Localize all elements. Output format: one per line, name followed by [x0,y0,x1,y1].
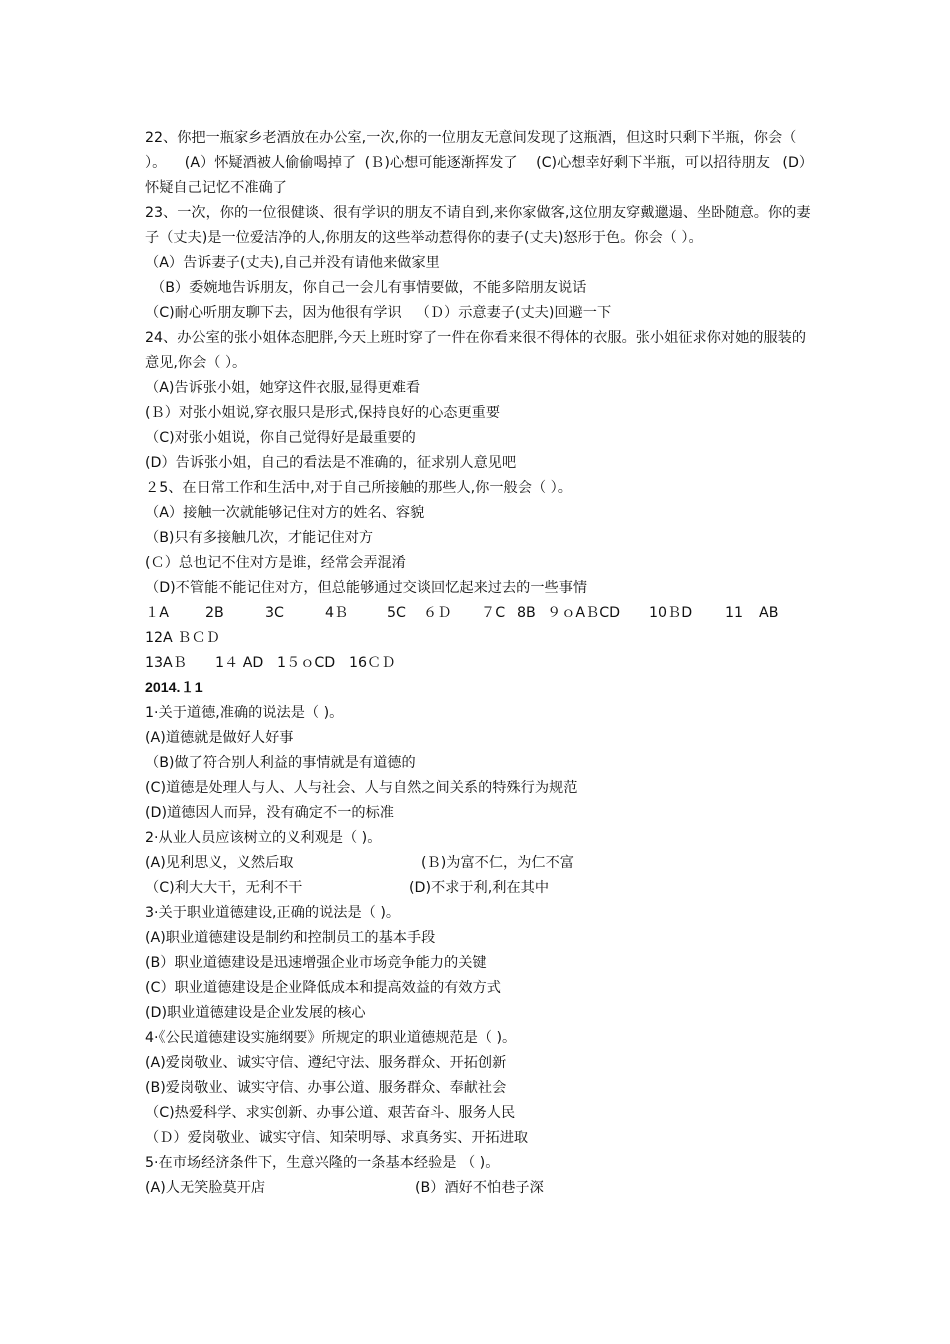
s3-option-d: (D)职业道德建设是企业发展的核心 [145,1005,366,1021]
s2-option-b: (Ｂ)为富不仁，为仁不富 [421,855,574,871]
question-22-stem: 22、你把一瓶家乡老酒放在办公室,一次,你的一位朋友无意间发现了这瓶酒，但这时只剩下半瓶，你会（ ）。 [145,130,797,171]
s5-option-b: (B）酒好不怕巷子深 [415,1180,544,1196]
question-25-option-b: （B)只有多接触几次，才能记住对方 [145,530,374,546]
question-22-option-b: (Ｂ)心想可能逐渐挥发了 [364,155,518,171]
s1-option-b: （B)做了符合别人利益的事情就是有道德的 [145,755,416,771]
question-25-option-c: (Ｃ）总也记不住对方是谁，经常会弄混淆 [145,555,406,571]
s4-option-c: （C)热爱科学、求实创新、办事公道、艰苦奋斗、服务人民 [145,1105,516,1121]
s2-options-ab [145,851,813,876]
answer-item: ９ｏAＢCD [547,605,621,621]
s5-option-a: (A)人无笑脸莫开店 [145,1180,266,1196]
s3-option-b: (B）职业道德建设是迅速增强企业市场竞争能力的关键 [145,955,487,971]
s1-stem: 1·关于道德,准确的说法是（ )。 [145,705,344,721]
answer-item: 1５ｏCD [277,655,336,671]
question-25-option-a: （A）接触一次就能够记住对方的姓名、容貌 [145,505,425,521]
s4-option-d: （Ｄ）爱岗敬业、诚实守信、知荣明辱、求真务实、开拓进取 [145,1130,529,1146]
question-23-option-d: （Ｄ）示意妻子(丈夫)回避一下 [415,305,612,321]
answer-item: 4Ｂ [325,605,349,621]
s5-stem: 5·在市场经济条件下，生意兴隆的一条基本经验是 （ )。 [145,1155,500,1171]
s2-stem: 2·从业人员应该树立的义利观是（ )。 [145,830,382,846]
question-25-stem: ２5、在日常工作和生活中,对于自己所接触的那些人,你一般会（ ）。 [145,480,572,496]
answer-item: ６Ｄ [423,605,452,621]
s5-options-ab [145,1176,813,1201]
s2-option-d: (D)不求于利,利在其中 [409,880,550,896]
s1-option-d: (D)道德因人而异，没有确定不一的标准 [145,805,394,821]
answer-key-row-1 [145,601,813,626]
answer-item: 5C [387,605,406,621]
s3-option-c: (C）职业道德建设是企业降低成本和提高效益的有效方式 [145,980,501,996]
answer-item: 8B [517,605,536,621]
question-23-option-cd [145,301,813,326]
question-22-option-a: (A）怀疑酒被人偷偷喝掉了 [184,155,357,171]
document-page [145,126,813,1201]
question-22 [145,126,813,201]
question-22-option-d: (D）怀疑自己记忆不准确了 [145,155,806,196]
question-24-option-a: （A)告诉张小姐，她穿这件衣服,显得更难看 [145,380,421,396]
answer-key-row-3 [145,651,813,676]
s2-option-a: (A)见利思义，义然后取 [145,855,294,871]
question-22-option-c: (C)心想幸好剩下半瓶，可以招待朋友 [536,155,770,171]
question-24-option-d: (D）告诉张小姐，自己的看法是不准确的，征求别人意见吧 [145,455,517,471]
s4-option-b: (B)爱岗敬业、诚实守信、办事公道、服务群众、奉献社会 [145,1080,507,1096]
s1-option-a: (A)道德就是做好人好事 [145,730,294,746]
answer-item: AB [759,605,779,621]
question-24-option-c: （C)对张小姐说，你自己觉得好是最重要的 [145,430,416,446]
answer-item: 1４ AD [215,655,264,671]
answer-item: 11 [725,605,744,621]
s4-stem: 4·《公民道德建设实施纲要》所规定的职业道德规范是（ )。 [145,1030,517,1046]
answer-item: １A [145,605,169,621]
answer-item: 10ＢD [649,605,693,621]
answer-item: ７C [481,605,506,621]
s2-options-cd [145,876,813,901]
s2-option-c: （C)利大大干，无利不干 [145,880,303,896]
answer-item: 3C [265,605,284,621]
answer-item: 16ＣＤ [349,655,396,671]
section-heading: 2014.１1 [145,680,203,696]
answer-item: 2B [205,605,224,621]
question-23-option-c: （C)耐心听朋友聊下去，因为他很有学识 [145,305,402,321]
s4-option-a: (A)爱岗敬业、诚实守信、遵纪守法、服务群众、开拓创新 [145,1055,507,1071]
question-23-stem: 23、一次，你的一位很健谈、很有学识的朋友不请自到,来你家做客,这位朋友穿戴邋遢、坐卧随意。你的妻子（丈夫)是一位爱洁净的人,你朋友的这些举动惹得你的妻子(丈夫)怒形于色。你会（ ）。 [145,205,811,246]
answer-item: 13AＢ [145,655,187,671]
s1-option-c: (C)道德是处理人与人、人与社会、人与自然之间关系的特殊行为规范 [145,780,578,796]
question-23-option-a: （A）告诉妻子(丈夫),自己并没有请他来做家里 [145,255,440,271]
question-23-option-b: （B）委婉地告诉朋友，你自己一会儿有事情要做，不能多陪朋友说话 [151,280,587,296]
s3-option-a: (A)职业道德建设是制约和控制员工的基本手段 [145,930,436,946]
question-24-option-b: (Ｂ）对张小姐说,穿衣服只是形式,保持良好的心态更重要 [145,405,501,421]
answer-key-row-2: 12A ＢＣＤ [145,630,220,646]
s3-stem: 3·关于职业道德建设,正确的说法是（ )。 [145,905,401,921]
question-24-stem: 24、办公室的张小姐体态肥胖,今天上班时穿了一件在你看来很不得体的衣服。张小姐征求你对她的服装的意见,你会（ ）。 [145,330,807,371]
question-25-option-d: （D)不管能不能记住对方，但总能够通过交谈回忆起来过去的一些事情 [145,580,588,596]
